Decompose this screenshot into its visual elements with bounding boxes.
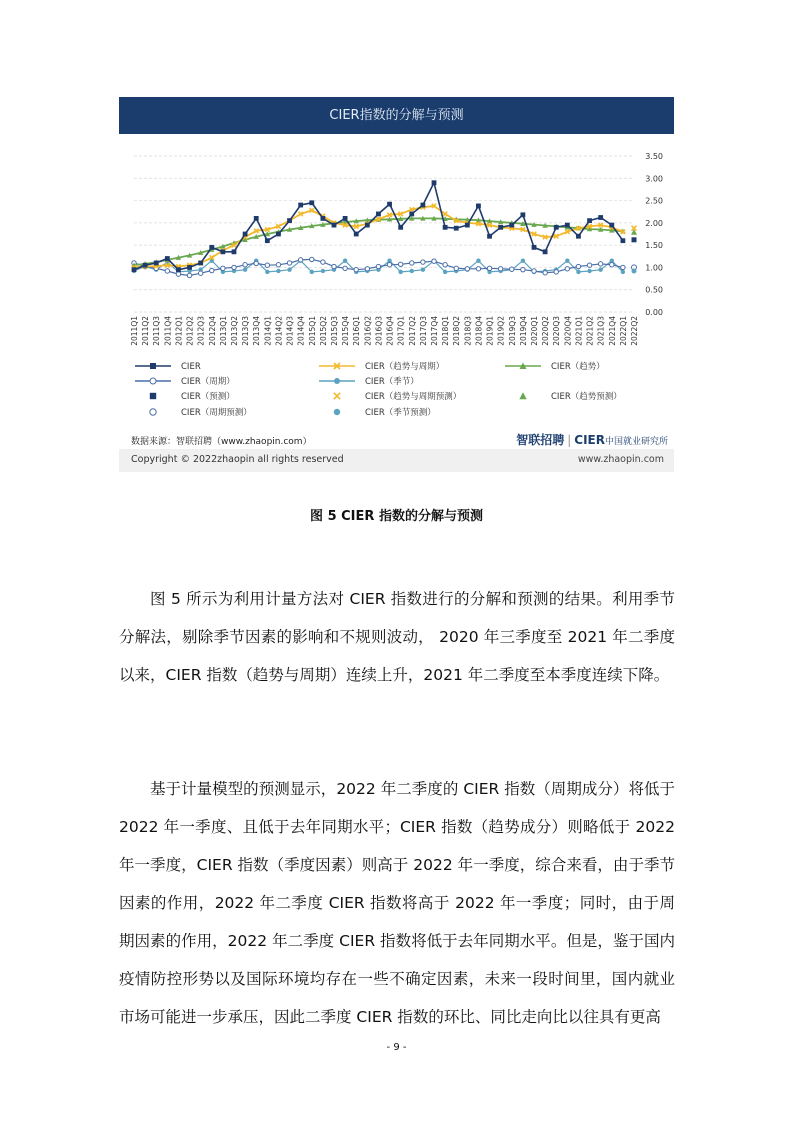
data-point-seasonal [276,269,280,273]
data-point-seasonal [421,267,425,271]
data-point-cier [465,223,470,228]
data-source: 数据来源：智联招聘（www.zhaopin.com） [131,437,312,447]
data-point-cycle [465,267,469,271]
legend-label-trend_forecast: CIER（趋势预测） [551,392,622,402]
data-point-cycle [232,265,236,269]
data-point-cier [332,223,337,228]
legend-label-trend_cycle: CIER（趋势与周期） [365,362,445,372]
data-point-cycle [198,271,202,275]
data-point-cier [320,216,325,221]
x-tick-label: 2021Q4 [607,316,617,346]
data-point-seasonal [287,267,291,271]
data-point-seasonal [598,267,602,271]
data-point-seasonal [265,270,269,274]
x-tick-label: 2016Q1 [352,316,362,346]
data-point-cier [587,218,592,223]
x-tick-label: 2018Q4 [474,316,484,346]
x-tick-label: 2019Q1 [485,316,495,346]
logos [516,431,668,448]
data-point-cycle [443,263,447,267]
data-point-cycle [176,272,180,276]
data-point-cier [309,200,314,205]
logo-separator: | [567,433,572,447]
legend [135,361,622,418]
data-point-cycle [510,267,514,271]
x-tick-label: 2015Q4 [341,316,351,346]
data-point-cycle [187,273,191,277]
data-point-cier [498,225,503,230]
data-point-cycle [165,269,169,273]
x-tick-label: 2013Q2 [230,316,239,346]
x-tick-label: 2020Q2 [541,316,551,346]
y-tick-label: 3.00 [645,174,663,184]
data-point-cycle [376,264,380,268]
x-tick-label: 2021Q2 [585,316,595,346]
y-tick-label: 2.50 [645,196,663,206]
data-point-cycle [610,263,614,267]
x-tick-label: 2017Q3 [418,316,428,346]
data-point-cycle [532,269,536,273]
data-point-cycle [421,260,425,264]
data-point-cier [376,212,381,217]
series-group [131,180,637,277]
x-tick-label: 2021Q3 [596,315,606,346]
data-point-cier [620,238,625,243]
forecast-point-seasonal_forecast [632,268,637,273]
copyright-text: Copyright © 2022zhaopin all rights reserved [131,454,344,465]
legend-label-trend: CIER（趋势） [551,362,605,372]
x-tick-label: 2017Q1 [396,316,406,346]
data-point-seasonal [398,270,402,274]
data-point-seasonal [321,269,325,273]
legend-marker-cycle [150,378,156,384]
x-tick-label: 2014Q3 [285,316,295,346]
data-point-cycle [476,267,480,271]
y-tick-label: 0.00 [645,308,663,317]
data-point-cycle [265,263,269,267]
data-point-cycle [576,264,580,268]
data-point-cier [254,216,259,221]
x-tick-label: 2021Q1 [574,316,584,346]
data-point-cier [165,256,170,261]
data-point-cycle [243,263,247,267]
data-point-cier [443,225,448,230]
data-point-seasonal [443,270,447,274]
data-point-seasonal [565,259,569,263]
x-tick-label: 2014Q4 [296,316,306,346]
data-point-cier [476,204,481,209]
data-point-cycle [498,267,502,271]
data-point-cycle [565,267,569,271]
figure [119,97,674,472]
x-tick-label: 2018Q3 [463,316,473,346]
x-tick-label: 2016Q2 [363,316,373,346]
data-point-cier [520,212,525,217]
data-point-seasonal [343,259,347,263]
x-tick-label: 2020Q4 [563,316,573,346]
data-point-cier [276,232,281,237]
legend-label-cycle_forecast: CIER（周期预测） [181,408,252,418]
data-point-cycle [554,270,558,274]
data-point-cier [209,245,214,250]
x-tick-label: 2019Q2 [496,316,506,346]
data-point-cier [398,225,403,230]
legend-label-seasonal_forecast: CIER（季节预测） [365,408,436,418]
data-point-cycle [287,261,291,265]
data-point-cycle [487,266,491,270]
data-point-cier [132,267,137,272]
x-tick-label: 2018Q1 [441,316,451,346]
legend-marker-cier [150,363,156,369]
x-tick-label: 2012Q2 [185,316,195,346]
x-tick-label: 2016Q3 [374,316,384,346]
data-point-seasonal [310,270,314,274]
x-tick-label: 2012Q1 [174,316,184,346]
data-point-cier [454,226,459,231]
data-point-cycle [543,271,547,275]
data-point-cycle [598,262,602,266]
data-point-cier [243,232,248,237]
data-point-cier [198,261,203,266]
data-point-seasonal [576,270,580,274]
cier-logo: CIER [574,433,605,447]
data-point-cier [576,234,581,239]
data-point-seasonal [410,269,414,273]
data-point-cier [554,225,559,230]
data-point-cier [154,261,159,266]
x-tick-label: 2012Q4 [207,316,217,346]
data-point-cier [409,212,414,217]
y-tick-label: 0.50 [645,285,663,295]
x-tick-label: 2015Q3 [330,316,339,346]
x-tick-label: 2015Q2 [318,316,328,346]
data-point-seasonal [621,270,625,274]
data-point-cycle [343,266,347,270]
data-point-cycle [398,262,402,266]
data-point-seasonal [587,269,591,273]
x-tick-label: 2019Q4 [518,316,528,346]
data-point-cier [609,223,614,228]
data-point-cier [432,180,437,185]
x-tick-label: 2011Q1 [130,316,139,346]
data-point-cycle [321,260,325,264]
x-tick-label: 2011Q2 [141,316,151,346]
data-point-cier [232,249,237,254]
legend-label-trend_cycle_forecast: CIER（趋势与周期预测） [365,392,462,402]
legend-label-cier: CIER [181,362,201,372]
legend-label-seasonal: CIER（季节） [365,377,419,387]
x-axis [130,316,639,346]
website-text: www.zhaopin.com [577,454,664,465]
y-axis [645,152,663,317]
x-tick-label: 2011Q3 [152,316,162,346]
data-point-cycle [221,266,225,270]
data-point-cycle [587,263,591,267]
data-point-cier [187,265,192,270]
legend-marker-seasonal_forecast [334,409,340,415]
legend-marker-seasonal [334,378,340,384]
data-point-cier [565,223,570,228]
data-point-cier [354,232,359,237]
data-point-seasonal [476,259,480,263]
data-point-cycle [454,266,458,270]
x-tick-label: 2013Q4 [252,316,262,346]
data-point-cier [420,203,425,208]
x-tick-label: 2016Q4 [385,316,395,346]
chart [119,134,674,434]
x-tick-label: 2012Q3 [196,316,206,346]
x-tick-label: 2014Q1 [263,316,273,346]
x-tick-label: 2013Q3 [241,316,251,346]
data-point-cier [365,223,370,228]
x-tick-label: 2013Q1 [218,316,228,346]
forecast-point-cier_forecast [632,237,637,242]
zhaopin-logo: 智联招聘 [516,433,565,447]
data-point-cycle [432,259,436,263]
data-point-cycle [365,267,369,271]
legend-label-cier_forecast: CIER（预测） [181,392,235,402]
cier-logo-subtitle: 中国就业研究所 [604,437,668,447]
data-point-cycle [254,261,258,265]
legend-marker-trend_cycle_forecast [334,393,340,399]
legend-marker-trend_forecast [519,392,526,399]
figure-caption: 图 5 CIER 指数的分解与预测 [310,509,483,524]
data-point-seasonal [243,267,247,271]
data-point-cycle [521,267,525,271]
paragraph-2: 基于计量模型的预测显示，2022 年二季度的 CIER 指数（周期成分）将低于 2022 年一季度、且低于去年同期水平；CIER 指数（趋势成分）则略低于 2022 年一季度，CIER 指数（季度因素）则高于 2022 年一季度，综合来看，由于季节因素的作用，2022 年二季度 CIER 指数将高于 2022 年一季度；同时，由于周期因素的作用，2022 年二季度 CIER 指数将低于去年同期水平。但是，鉴于国内疫情防控形势以及国际环境均存在一些不确定因素，未来一段时间里，国内就业市场可能进一步承压，因此二季度 CIER 指数的环比、同比走向比以往具有更高 [119,780,675,1026]
y-tick-label: 1.50 [645,241,663,251]
data-point-cier [298,203,303,208]
x-tick-label: 2011Q4 [163,316,173,346]
data-point-cycle [621,265,625,269]
y-tick-label: 3.50 [645,152,663,161]
x-tick-label: 2020Q3 [552,316,562,346]
data-point-cycle [210,268,214,272]
data-point-cycle [310,257,314,261]
copyright-bar [119,449,674,472]
page-number: - 9 - [386,1042,407,1053]
data-point-cier [532,245,537,250]
data-point-cycle [410,261,414,265]
paragraph-1: 图 5 所示为利用计量方法对 CIER 指数进行的分解和预测的结果。利用季节分解法，剔除季节因素的影响和不规则波动， 2020 年三季度至 2021 年二季度以来，CIER 指数（趋势与周期）连续上升，2021 年二季度至本季度连续下降。 [119,590,675,684]
data-point-cier [287,218,292,223]
data-point-cier [387,202,392,207]
grid [134,156,634,312]
data-point-cycle [276,263,280,267]
data-point-cier [265,238,270,243]
legend-marker-cycle_forecast [150,409,156,415]
data-point-cier [543,249,548,254]
data-point-cier [343,216,348,221]
legend-marker-cier_forecast [150,393,156,399]
data-point-cycle [332,264,336,268]
x-tick-label: 2022Q2 [630,316,639,346]
data-point-cier [143,263,148,268]
data-point-cier [509,223,514,228]
x-tick-label: 2014Q2 [274,316,284,346]
data-point-seasonal [521,259,525,263]
x-tick-label: 2015Q1 [307,316,317,346]
y-tick-label: 2.00 [645,218,663,228]
data-point-cycle [298,258,302,262]
legend-label-cycle: CIER（周期） [181,377,235,387]
x-tick-label: 2020Q1 [530,316,539,346]
data-point-cier [487,234,492,239]
x-tick-label: 2017Q2 [407,316,417,346]
data-point-cycle [387,263,391,267]
figure-header-title: CIER指数的分解与预测 [119,97,674,134]
data-point-cier [176,267,181,272]
data-point-cycle [354,267,358,271]
x-tick-label: 2019Q3 [507,316,517,346]
x-tick-label: 2018Q2 [452,316,462,346]
x-tick-label: 2022Q1 [618,316,628,346]
y-tick-label: 1.00 [645,263,663,273]
data-point-cier [598,215,603,220]
data-point-cier [220,249,225,254]
x-tick-label: 2017Q4 [430,316,439,346]
